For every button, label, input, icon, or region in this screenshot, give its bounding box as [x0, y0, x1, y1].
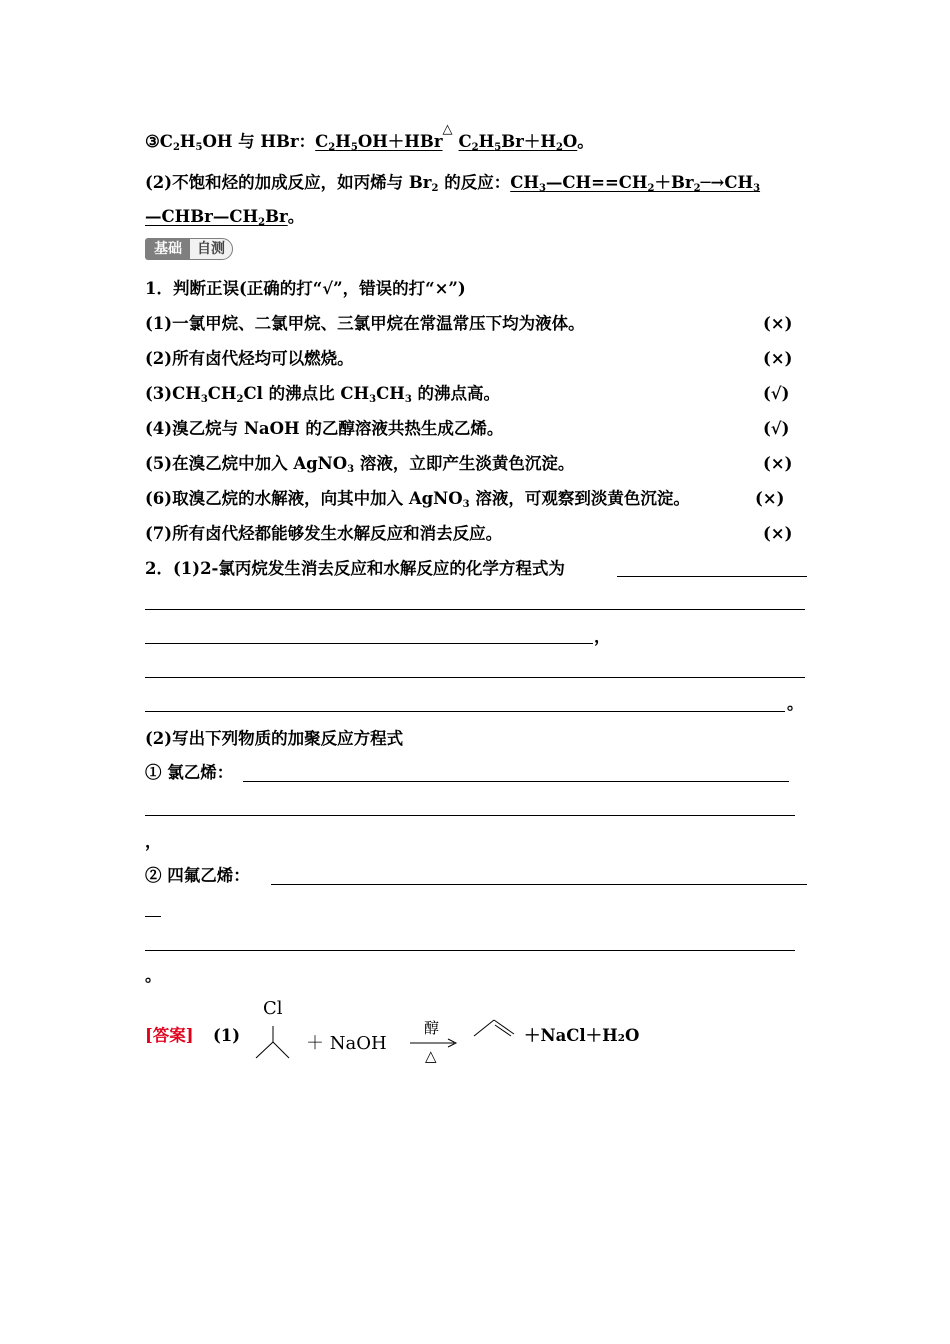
answer-blank[interactable] [145, 609, 805, 610]
plus-naoh: ＋ NaOH [306, 1033, 387, 1054]
propene-equation: $CH_3—CH==CH_2+Br_2─\to CH_3$ [510, 173, 761, 194]
q1-mark: (√) [763, 419, 790, 438]
q1-item: (4)溴乙烷与 NaOH 的乙醇溶液共热生成乙烯。 [145, 419, 504, 438]
reaction-line-2-title: (2)不饱和烃的加成反应，如丙烯与 $Br_2$ 的反应：$CH_3—CH==CH_2+Br_2─\to CH_3$ [145, 173, 761, 194]
q1-item: (6)取溴乙烷的水解液，向其中加入 AgNO$_3$ 溶液，可观察到淡黄色沉淀。 [145, 489, 690, 510]
q1-item: $(3)CH_3CH_2Cl$ 的沸点比 $CH_3CH_3$ 的沸点高。 [145, 384, 501, 405]
products: ＋NaCl＋H₂O [524, 1026, 640, 1045]
self-test-badge [145, 238, 233, 260]
tetrafluoroethylene-label: ② 四氟乙烯： [145, 866, 250, 885]
condition-heat: △ [425, 1047, 437, 1065]
answer-blank[interactable] [243, 781, 789, 782]
answer-tag: [答案] [145, 1026, 194, 1045]
q1-mark: (×) [763, 454, 793, 473]
vinyl-chloride-label: ① 氯乙烯： [145, 763, 234, 782]
answer-blank[interactable] [617, 576, 807, 577]
q1-mark: (×) [755, 489, 785, 508]
badge-left: 基础 [145, 238, 191, 260]
answer-blank[interactable] [145, 711, 785, 712]
q1-mark: (×) [763, 524, 793, 543]
badge-right: 自测 [189, 238, 233, 260]
q1-item: (5)在溴乙烷中加入 AgNO$_3$ 溶液，立即产生淡黄色沉淀。 [145, 454, 575, 475]
q2-part2: (2)写出下列物质的加聚反应方程式 [145, 729, 404, 748]
line1-prefix: $③C_2H_5OH$ 与 HBr： [145, 132, 316, 153]
propene-equation-cont: $—CHBr—CH_2Br$。 [145, 207, 305, 228]
q1-mark: (×) [763, 349, 793, 368]
q1-mark: (×) [763, 314, 793, 333]
answer-blank[interactable] [145, 643, 593, 644]
q1-title: 1．判断正误(正确的打“√”，错误的打“×”) [145, 279, 466, 298]
answer-blank[interactable] [271, 884, 807, 885]
q1-item: (7)所有卤代烃都能够发生水解反应和消去反应。 [145, 524, 503, 543]
q1-mark: (√) [763, 384, 790, 403]
q1-item: (1)一氯甲烷、二氯甲烷、三氯甲烷在常温常压下均为液体。 [145, 314, 585, 333]
propene-structure [470, 1012, 520, 1042]
answer-blank[interactable] [145, 916, 161, 917]
comma: ， [594, 627, 611, 646]
answer-blank[interactable] [145, 677, 805, 678]
answer-blank[interactable] [145, 950, 795, 951]
q1-item: (2)所有卤代烃均可以燃烧。 [145, 349, 354, 368]
q2-prompt: 2．(1)2-氯丙烷发生消去反应和水解反应的化学方程式为 [145, 559, 565, 578]
answer-num: (1) [213, 1026, 241, 1045]
answer-blank[interactable] [145, 815, 795, 816]
cl-label: Cl [263, 998, 283, 1019]
line1-equation: $C_2H_5OH+HBr$ △ $C_2H_5Br+H_2O$ [315, 122, 578, 153]
heat-arrow: △ [442, 122, 453, 137]
reaction-line-3: $③C_2H_5OH$ 与 HBr：$C_2H_5OH+HBr$ △ $C_2H_5Br+H_2O$。 [145, 122, 594, 153]
period: 。 [145, 966, 162, 985]
comma: ， [145, 832, 162, 851]
condition-alcohol: 醇 [424, 1019, 440, 1037]
period: 。 [787, 694, 804, 713]
